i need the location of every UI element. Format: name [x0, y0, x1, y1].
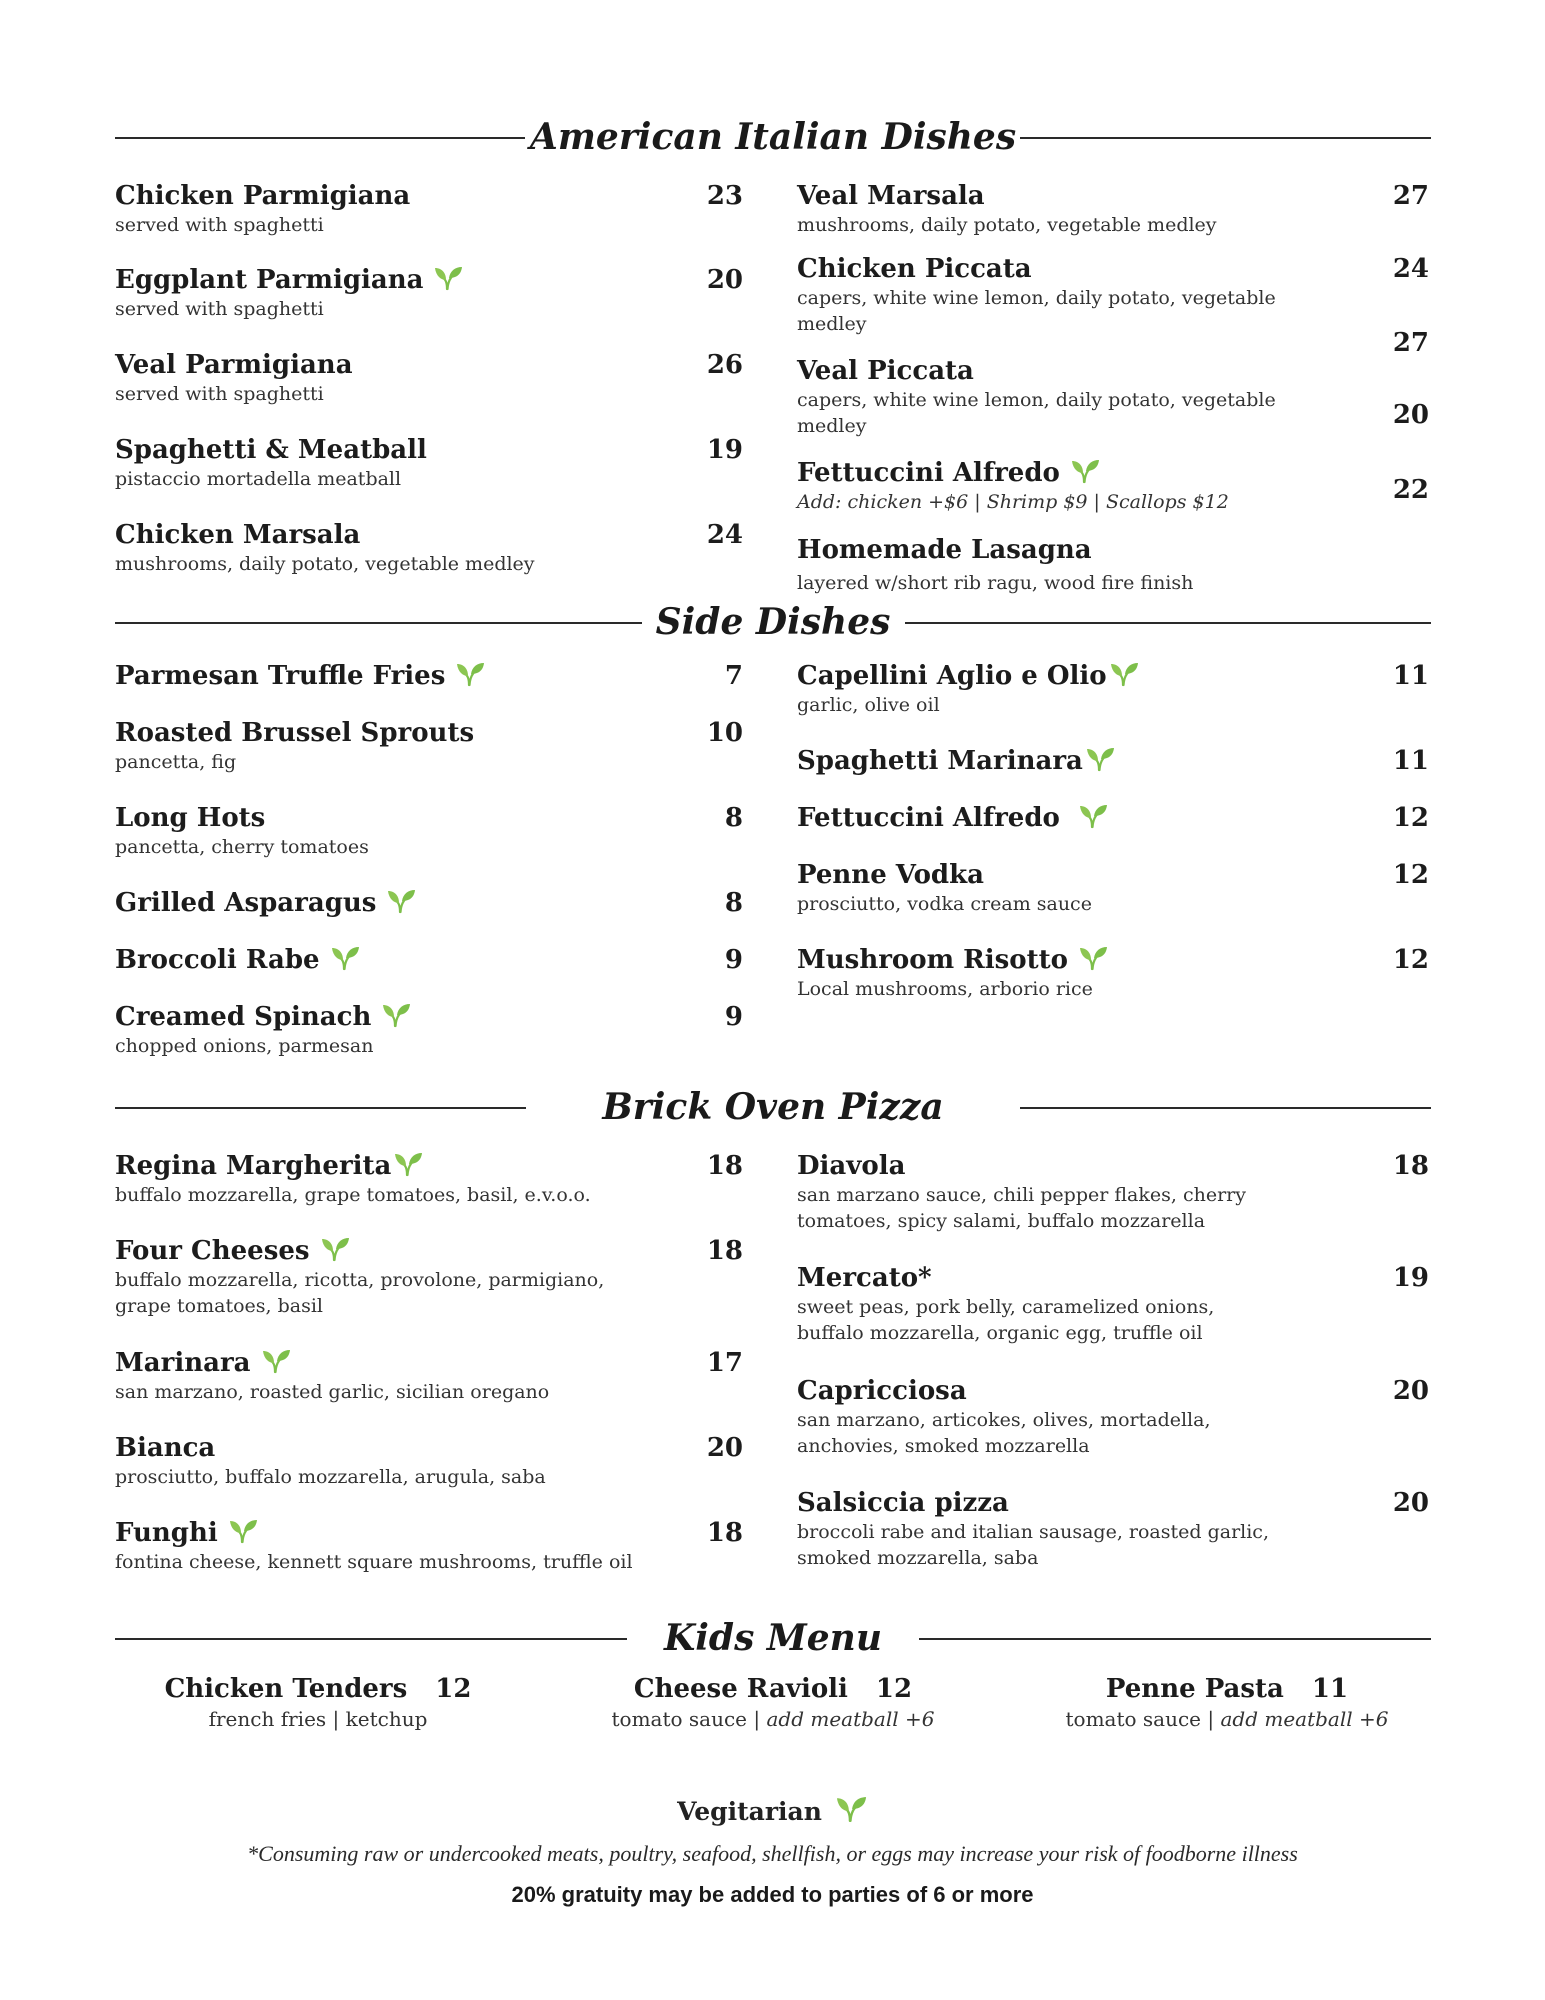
- menu-item: [115, 660, 743, 692]
- item-price: 11: [1311, 1674, 1349, 1704]
- item-price: 19: [1392, 1263, 1429, 1293]
- menu-item: [797, 1487, 1429, 1571]
- leaf-icon: [1085, 746, 1115, 772]
- menu-item: [797, 802, 1429, 834]
- item-description: served with spaghetti: [115, 298, 324, 320]
- item-name: Bianca: [115, 1433, 216, 1463]
- section-title: Kids Menu: [663, 1617, 883, 1659]
- item-name: Spaghetti & Meatball: [115, 435, 427, 465]
- menu-item: [797, 944, 1429, 1002]
- item-price: 20: [1392, 400, 1429, 430]
- section-header-pizza: [115, 1082, 1431, 1132]
- item-description: san marzano sauce, chili pepper flakes, cherry tomatoes, spicy salami, buffalo mozzarella: [797, 1184, 1246, 1232]
- menu-item: [115, 264, 743, 322]
- item-name: Veal Piccata: [797, 356, 974, 386]
- item-name: Fettuccini Alfredo: [797, 803, 1060, 833]
- item-price: 18: [706, 1236, 743, 1266]
- item-description: served with spaghetti: [115, 214, 324, 236]
- item-price: 11: [1392, 746, 1429, 776]
- menu-item: [115, 1001, 743, 1059]
- item-name: Salsiccia pizza: [797, 1488, 1009, 1518]
- item-price: 23: [706, 181, 743, 211]
- leaf-icon: [330, 945, 360, 971]
- item-price: 20: [1392, 1488, 1429, 1518]
- item-name: Mushroom Risotto: [797, 945, 1068, 975]
- kids-item: [1007, 1673, 1447, 1733]
- item-price: 12: [1392, 803, 1429, 833]
- item-name: Cheese Ravioli: [633, 1674, 848, 1704]
- item-name: Fettuccini Alfredo: [797, 458, 1060, 488]
- menu-item: [797, 180, 1429, 238]
- legend-label: Vegitarian: [677, 1797, 822, 1826]
- item-description: pancetta, fig: [115, 751, 237, 773]
- section-title: Brick Oven Pizza: [602, 1086, 944, 1128]
- item-name: Broccoli Rabe: [115, 945, 320, 975]
- item-name: Roasted Brussel Sprouts: [115, 718, 475, 748]
- menu-item: [115, 434, 743, 492]
- vegetarian-legend: [0, 1795, 1545, 1826]
- menu-item: [797, 1375, 1429, 1459]
- kids-item: [553, 1673, 993, 1733]
- menu-item: [797, 660, 1429, 718]
- leaf-icon: [1078, 945, 1108, 971]
- item-description: garlic, olive oil: [797, 694, 940, 716]
- item-price: 12: [1392, 945, 1429, 975]
- item-price: 12: [1392, 860, 1429, 890]
- item-price: 18: [706, 1518, 743, 1548]
- item-description: pancetta, cherry tomatoes: [115, 836, 369, 858]
- item-price: 8: [724, 803, 743, 833]
- item-price: 18: [706, 1151, 743, 1181]
- menu-item: [115, 180, 743, 238]
- leaf-icon: [433, 265, 463, 291]
- leaf-icon: [228, 1518, 258, 1544]
- leaf-icon: [381, 1002, 411, 1028]
- item-description: prosciutto, vodka cream sauce: [797, 893, 1092, 915]
- item-description: pistaccio mortadella meatball: [115, 468, 402, 490]
- item-name: Veal Parmigiana: [115, 350, 353, 380]
- leaf-icon: [1078, 803, 1108, 829]
- menu-item: [115, 944, 743, 976]
- item-name: Grilled Asparagus: [115, 888, 377, 918]
- item-price: 18: [1392, 1151, 1429, 1181]
- foodborne-illness-note: *Consuming raw or undercooked meats, poultry, seafood, shellfish, or eggs may increase your risk of foodborne illness: [247, 1841, 1298, 1866]
- item-addon: add meatball +6: [1220, 1707, 1389, 1731]
- item-price: 27: [1392, 328, 1429, 358]
- item-name: Capricciosa: [797, 1376, 967, 1406]
- item-name: Penne Vodka: [797, 860, 984, 890]
- menu-item: [797, 859, 1429, 917]
- item-price: 22: [1392, 475, 1429, 505]
- menu-item: [115, 1347, 743, 1405]
- menu-item: [797, 745, 1429, 777]
- item-description: capers, white wine lemon, daily potato, vegetable medley: [797, 389, 1276, 437]
- item-name: Chicken Marsala: [115, 520, 361, 550]
- item-description: san marzano, roasted garlic, sicilian oregano: [115, 1381, 550, 1403]
- item-name: Capellini Aglio e Olio: [797, 661, 1107, 691]
- menu-item: [115, 1235, 743, 1319]
- menu-item: [797, 253, 1429, 337]
- section-title: American Italian Dishes: [529, 116, 1017, 158]
- leaf-icon: [455, 661, 485, 687]
- item-name: Parmesan Truffle Fries: [115, 661, 446, 691]
- item-name: Homemade Lasagna: [797, 535, 1092, 565]
- item-price: 10: [706, 718, 743, 748]
- menu-item: [115, 1150, 743, 1208]
- menu-item: [115, 519, 743, 577]
- item-name: Penne Pasta: [1105, 1674, 1284, 1704]
- item-description: capers, white wine lemon, daily potato, vegetable medley: [797, 287, 1276, 335]
- item-description: tomato sauce |: [611, 1707, 767, 1731]
- item-name: Eggplant Parmigiana: [115, 265, 424, 295]
- item-price: 20: [706, 1433, 743, 1463]
- item-name: Four Cheeses: [115, 1236, 310, 1266]
- item-description: buffalo mozzarella, ricotta, provolone, parmigiano, grape tomatoes, basil: [115, 1269, 605, 1317]
- item-description: mushrooms, daily potato, vegetable medley: [797, 214, 1217, 236]
- menu-item: [797, 328, 1429, 439]
- menu-item: [115, 802, 743, 860]
- leaf-icon: [320, 1236, 350, 1262]
- item-name: Mercato*: [797, 1263, 932, 1293]
- item-price: 8: [724, 888, 743, 918]
- menu-item: [115, 887, 743, 919]
- item-description: served with spaghetti: [115, 383, 324, 405]
- item-description: prosciutto, buffalo mozzarella, arugula, saba: [115, 1466, 546, 1488]
- item-description: fontina cheese, kennett square mushrooms, truffle oil: [115, 1551, 633, 1573]
- item-name: Long Hots: [115, 803, 266, 833]
- item-price: 20: [1392, 1376, 1429, 1406]
- section-title: Side Dishes: [655, 601, 891, 643]
- item-price: 9: [724, 1002, 743, 1032]
- item-description: san marzano, articokes, olives, mortadella, anchovies, smoked mozzarella: [797, 1409, 1211, 1457]
- item-description: buffalo mozzarella, grape tomatoes, basil, e.v.o.o.: [115, 1184, 591, 1206]
- leaf-icon: [261, 1348, 291, 1374]
- item-price: 24: [1392, 254, 1429, 284]
- item-price: 24: [706, 520, 743, 550]
- item-price: 12: [435, 1674, 472, 1704]
- item-price: 26: [706, 350, 743, 380]
- menu-item: [797, 1150, 1429, 1234]
- leaf-icon: [1070, 458, 1100, 484]
- menu-item: [115, 349, 743, 407]
- leaf-icon: [393, 1151, 423, 1177]
- item-description: mushrooms, daily potato, vegetable medley: [115, 553, 535, 575]
- item-price: 12: [875, 1674, 913, 1704]
- item-name: Diavola: [797, 1151, 906, 1181]
- menu-item: [115, 1517, 743, 1575]
- item-name: Chicken Parmigiana: [115, 181, 411, 211]
- item-name: Spaghetti Marinara: [797, 746, 1083, 776]
- item-price: 9: [724, 945, 743, 975]
- item-name: Creamed Spinach: [115, 1002, 372, 1032]
- section-header-sides: [115, 597, 1431, 647]
- item-name: Regina Margherita: [115, 1151, 392, 1181]
- leaf-icon: [386, 888, 416, 914]
- item-price: 7: [724, 661, 743, 691]
- gratuity-note: 20% gratuity may be added to parties of 6 or more: [511, 1882, 1034, 1907]
- kids-item: [98, 1673, 538, 1733]
- item-description: sweet peas, pork belly, caramelized onions, buffalo mozzarella, organic egg, truffle oil: [797, 1296, 1215, 1344]
- item-price: 17: [706, 1348, 743, 1378]
- menu-item: [115, 717, 743, 775]
- item-description: french fries | ketchup: [208, 1707, 428, 1731]
- item-name: Veal Marsala: [797, 181, 985, 211]
- item-price: 27: [1392, 181, 1429, 211]
- item-description: tomato sauce |: [1065, 1707, 1221, 1731]
- menu-item: [797, 1262, 1429, 1346]
- section-header-kids: [115, 1613, 1431, 1663]
- item-description: chopped onions, parmesan: [115, 1035, 374, 1057]
- item-price: 11: [1392, 661, 1429, 691]
- item-description: layered w/short rib ragu, wood fire finish: [797, 572, 1194, 594]
- item-price: 19: [706, 435, 743, 465]
- item-name: Marinara: [115, 1348, 251, 1378]
- item-description: broccoli rabe and italian sausage, roasted garlic, smoked mozzarella, saba: [797, 1521, 1269, 1569]
- item-description: Add: chicken +$6 | Shrimp $9 | Scallops $12: [797, 491, 1229, 513]
- leaf-icon: [1109, 661, 1139, 687]
- item-name: Funghi: [115, 1518, 218, 1548]
- item-description: Local mushrooms, arborio rice: [797, 978, 1093, 1000]
- leaf-icon: [834, 1795, 868, 1823]
- menu-item: [115, 1432, 743, 1490]
- item-addon: add meatball +6: [766, 1707, 935, 1731]
- section-header-american: [115, 112, 1431, 162]
- item-name: Chicken Piccata: [797, 254, 1032, 284]
- item-name: Chicken Tenders: [164, 1674, 408, 1704]
- item-price: 20: [706, 265, 743, 295]
